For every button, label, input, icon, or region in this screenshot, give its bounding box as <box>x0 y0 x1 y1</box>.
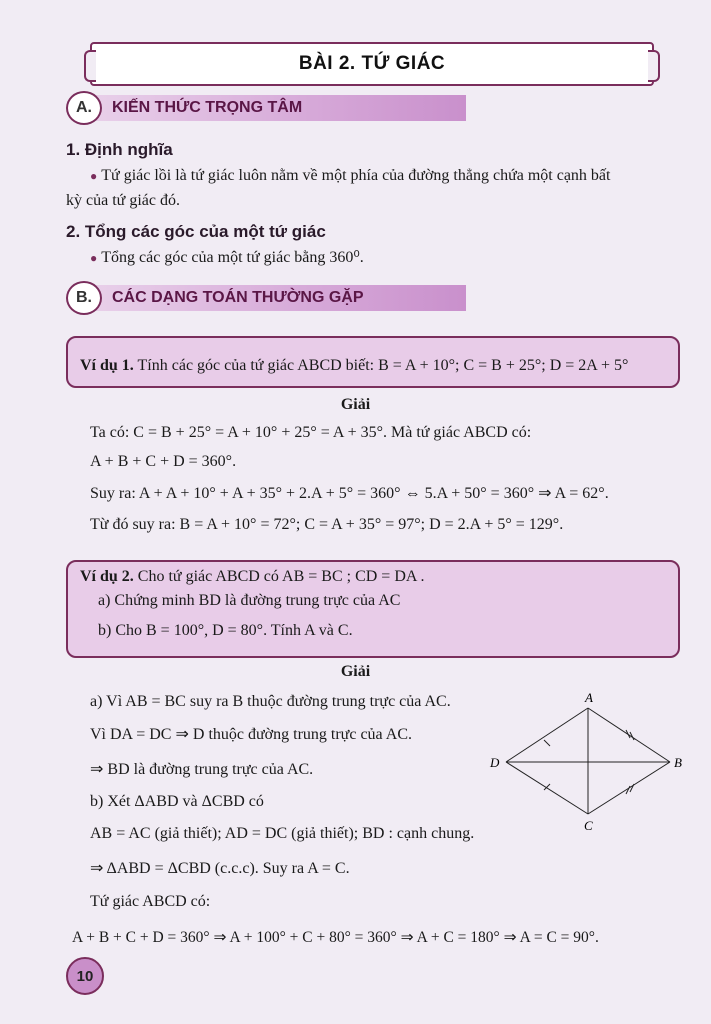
section-a-header <box>66 92 466 124</box>
section-a-label: KIẾN THỨC TRỌNG TÂM <box>112 99 303 116</box>
definition-text-1: ● Tứ giác lồi là tứ giác luôn nằm về một phía của đường thẳng chứa một cạnh bất <box>90 167 611 184</box>
definition-text-2: kỳ của tứ giác đó. <box>66 192 180 209</box>
example-2-prompt: Ví dụ 2. Cho tứ giác ABCD có AB = BC ; CD = DA . <box>80 568 425 585</box>
section-b-badge: B. <box>66 281 102 315</box>
label-a: A <box>585 690 593 705</box>
side-cd <box>506 762 588 814</box>
definition-heading: 1. Định nghĩa <box>66 140 173 159</box>
solution-2-line-1: a) Vì AB = BC suy ra B thuộc đường trung trực của AC. <box>90 693 451 710</box>
solution-1-line-4: Từ đó suy ra: B = A + 10° = 72°; C = A + 35° = 97°; D = 2.A + 5° = 129°. <box>90 516 564 533</box>
tick-da <box>544 740 550 746</box>
example-2-part-a: a) Chứng minh BD là đường trung trực của AC <box>98 592 401 609</box>
solution-2-line-3: ⇒ BD là đường trung trực của AC. <box>90 761 314 778</box>
bullet-icon: ● <box>90 169 98 183</box>
quadrilateral-figure <box>488 690 708 840</box>
label-d: D <box>490 755 500 770</box>
example-2-part-b: b) Cho B = 100°, D = 80°. Tính A và C. <box>98 622 353 639</box>
solution-2-line-7: Tứ giác ABCD có: <box>90 893 211 910</box>
page-number: 10 <box>66 957 104 995</box>
solution-1-line-1: Ta có: C = B + 25° = A + 10° + 25° = A + 35°. Mà tứ giác ABCD có: <box>90 424 532 441</box>
solution-1-line-2: A + B + C + D = 360°. <box>90 453 237 470</box>
bullet-icon: ● <box>90 251 98 265</box>
section-b-label: CÁC DẠNG TOÁN THƯỜNG GẶP <box>112 289 364 306</box>
solution-2-line-8: A + B + C + D = 360° ⇒ A + 100° + C + 80° = 360° ⇒ A + C = 180° ⇒ A = C = 90°. <box>72 929 599 946</box>
solution-1-line-3: Suy ra: A + A + 10° + A + 35° + 2.A + 5° = 360° ⇔ 5.A + 50° = 360° ⇒ A = 62°. <box>90 485 609 502</box>
label-b: B <box>674 755 682 770</box>
example-1-prompt: Ví dụ 1. Tính các góc của tứ giác ABCD biết: B = A + 10°; C = B + 25°; D = 2A + 5° <box>80 357 629 374</box>
lesson-title: BÀI 2. TỨ GIÁC <box>298 53 446 74</box>
solution-2-line-2: Vì DA = DC ⇒ D thuộc đường trung trực của AC. <box>90 726 412 743</box>
solution-2-line-5: AB = AC (giả thiết); AD = DC (giả thiết); BD : cạnh chung. <box>90 825 475 842</box>
angle-sum-heading: 2. Tổng các góc của một tứ giác <box>66 222 326 241</box>
label-c: C <box>584 818 593 833</box>
solution-2-line-6: ⇒ ΔABD = ΔCBD (c.c.c). Suy ra A = C. <box>90 860 350 877</box>
solution-2-line-4: b) Xét ΔABD và ΔCBD có <box>90 793 264 810</box>
section-b-header <box>66 282 466 314</box>
side-da <box>506 708 588 762</box>
lesson-title-box <box>90 42 654 86</box>
tick-bc-2 <box>630 784 634 792</box>
solution-1-heading: Giải <box>340 396 371 413</box>
solution-2-heading: Giải <box>340 663 371 680</box>
section-a-badge: A. <box>66 91 102 125</box>
angle-sum-text: ● Tổng các góc của một tứ giác bằng 360⁰. <box>90 249 364 266</box>
